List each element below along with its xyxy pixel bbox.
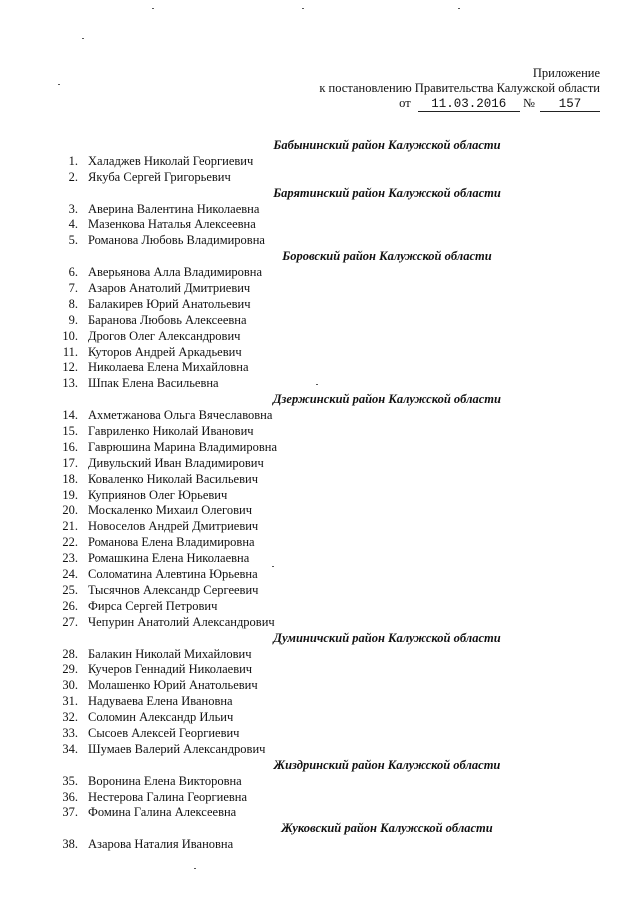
scan-speck — [58, 84, 60, 85]
person-name: Молашенко Юрий Анатольевич — [88, 678, 258, 693]
list-item — [52, 790, 612, 806]
list-item — [52, 519, 612, 535]
item-number: 16. — [62, 439, 78, 454]
list-item — [52, 313, 612, 329]
list-item — [52, 424, 612, 440]
list-item — [52, 694, 612, 710]
resolution-number: 157 — [540, 98, 600, 112]
list-item — [52, 217, 612, 233]
list-item — [52, 456, 612, 472]
resolution-date: 11.03.2016 — [418, 98, 520, 112]
person-name: Романова Любовь Владимировна — [88, 233, 265, 248]
item-number: 3. — [68, 201, 78, 216]
item-number: 12. — [62, 360, 78, 375]
number-label: № — [522, 96, 535, 110]
list-item — [52, 488, 612, 504]
person-name: Ахметжанова Ольга Вячеславовна — [88, 408, 273, 423]
list-item — [52, 154, 612, 170]
person-name: Чепурин Анатолий Александрович — [88, 614, 275, 629]
list-item — [52, 567, 612, 583]
item-number: 38. — [62, 837, 78, 852]
person-name: Азарова Наталия Ивановна — [88, 837, 234, 852]
person-name: Сысоев Алексей Георгиевич — [88, 725, 240, 740]
item-number: 9. — [68, 312, 78, 327]
item-number: 36. — [62, 789, 78, 804]
list-item — [52, 535, 612, 551]
list-item — [52, 599, 612, 615]
item-number: 5. — [68, 233, 78, 248]
person-name: Нестерова Галина Георгиевна — [88, 789, 248, 804]
item-number: 32. — [62, 710, 78, 725]
list-item — [52, 233, 612, 249]
person-name: Фирса Сергей Петрович — [88, 598, 218, 613]
person-name: Коваленко Николай Васильевич — [88, 471, 258, 486]
person-name: Соломатина Алевтина Юрьевна — [88, 567, 258, 582]
person-name: Куприянов Олег Юрьевич — [88, 487, 228, 502]
list-item — [52, 297, 612, 313]
list-item — [52, 551, 612, 567]
person-name: Якуба Сергей Григорьевич — [88, 169, 231, 184]
list-item — [52, 170, 612, 186]
list-item — [52, 805, 612, 821]
list-item — [52, 615, 612, 631]
scan-speck — [152, 8, 154, 9]
item-number: 22. — [62, 535, 78, 550]
person-name: Куторов Андрей Аркадьевич — [88, 344, 242, 359]
list-item — [52, 647, 612, 663]
item-number: 33. — [62, 725, 78, 740]
person-name: Соломин Александр Ильич — [88, 710, 234, 725]
person-name: Гаврюшина Марина Владимировна — [88, 439, 278, 454]
item-number: 31. — [62, 694, 78, 709]
item-number: 21. — [62, 519, 78, 534]
person-name: Азаров Анатолий Дмитриевич — [88, 281, 251, 296]
appendix-list — [52, 138, 612, 853]
scan-speck — [194, 868, 196, 869]
district-heading: Жуковский район Калужской области — [281, 821, 493, 836]
person-name: Фомина Галина Алексеевна — [88, 805, 237, 820]
scan-speck — [458, 8, 460, 9]
item-number: 8. — [68, 296, 78, 311]
list-item — [52, 678, 612, 694]
list-item — [52, 281, 612, 297]
list-item — [52, 440, 612, 456]
person-name: Тысячнов Александр Сергеевич — [88, 582, 259, 597]
district-heading: Жиздринский район Калужской области — [273, 757, 501, 772]
item-number: 15. — [62, 424, 78, 439]
item-number: 24. — [62, 567, 78, 582]
date-number-line — [319, 96, 600, 112]
list-item — [52, 376, 612, 392]
item-number: 18. — [62, 471, 78, 486]
list-item — [52, 202, 612, 218]
district-heading: Дзержинский район Калужской области — [273, 392, 501, 407]
list-item — [52, 408, 612, 424]
list-item — [52, 774, 612, 790]
item-number: 6. — [68, 265, 78, 280]
person-name: Аверина Валентина Николаевна — [88, 201, 260, 216]
list-item — [52, 345, 612, 361]
item-number: 1. — [68, 153, 78, 168]
item-number: 7. — [68, 281, 78, 296]
person-name: Халаджев Николай Георгиевич — [88, 153, 254, 168]
list-item — [52, 662, 612, 678]
person-name: Шумаев Валерий Александрович — [88, 741, 266, 756]
list-item — [52, 742, 612, 758]
list-item — [52, 583, 612, 599]
person-name: Гавриленко Николай Иванович — [88, 424, 254, 439]
person-name: Аверьянова Алла Владимировна — [88, 265, 263, 280]
list-item — [52, 472, 612, 488]
list-item — [52, 503, 612, 519]
person-name: Балакирев Юрий Анатольевич — [88, 296, 251, 311]
person-name: Кучеров Геннадий Николаевич — [88, 662, 253, 677]
person-name: Воронина Елена Викторовна — [88, 773, 242, 788]
district-heading: Думиничский район Калужской области — [273, 630, 501, 645]
item-number: 14. — [62, 408, 78, 423]
item-number: 13. — [62, 376, 78, 391]
person-name: Мазенкова Наталья Алексеевна — [88, 217, 256, 232]
scan-speck — [82, 38, 84, 39]
appendix-title: Приложение — [532, 66, 600, 80]
item-number: 27. — [62, 614, 78, 629]
item-number: 29. — [62, 662, 78, 677]
person-name: Дивульский Иван Владимирович — [88, 455, 264, 470]
item-number: 25. — [62, 582, 78, 597]
person-name: Ромашкина Елена Николаевна — [88, 551, 250, 566]
person-name: Новоселов Андрей Дмитриевич — [88, 519, 259, 534]
resolution-reference: к постановлению Правительства Калужской области — [319, 81, 600, 95]
district-heading: Боровский район Калужской области — [282, 249, 492, 264]
item-number: 28. — [62, 646, 78, 661]
item-number: 10. — [62, 328, 78, 343]
district-heading: Бабынинский район Калужской области — [273, 138, 501, 152]
item-number: 20. — [62, 503, 78, 518]
person-name: Романова Елена Владимировна — [88, 535, 255, 550]
person-name: Шпак Елена Васильевна — [88, 376, 219, 391]
person-name: Николаева Елена Михайловна — [88, 360, 249, 375]
district-heading: Барятинский район Калужской области — [273, 185, 501, 200]
person-name: Надуваева Елена Ивановна — [88, 694, 233, 709]
person-name: Балакин Николай Михайлович — [88, 646, 252, 661]
list-item — [52, 710, 612, 726]
item-number: 30. — [62, 678, 78, 693]
item-number: 2. — [68, 169, 78, 184]
person-name: Москаленко Михаил Олегович — [88, 503, 252, 518]
item-number: 23. — [62, 551, 78, 566]
item-number: 19. — [62, 487, 78, 502]
item-number: 17. — [62, 455, 78, 470]
from-label: от — [399, 96, 411, 110]
item-number: 34. — [62, 741, 78, 756]
person-name: Дрогов Олег Александрович — [88, 328, 241, 343]
person-name: Баранова Любовь Алексеевна — [88, 312, 247, 327]
list-item — [52, 329, 612, 345]
item-number: 4. — [68, 217, 78, 232]
item-number: 35. — [62, 773, 78, 788]
scan-speck — [302, 8, 304, 9]
item-number: 37. — [62, 805, 78, 820]
appendix-header — [319, 66, 600, 112]
list-item — [52, 265, 612, 281]
item-number: 26. — [62, 598, 78, 613]
item-number: 11. — [62, 344, 78, 359]
list-item — [52, 360, 612, 376]
list-item — [52, 837, 612, 853]
list-item — [52, 726, 612, 742]
